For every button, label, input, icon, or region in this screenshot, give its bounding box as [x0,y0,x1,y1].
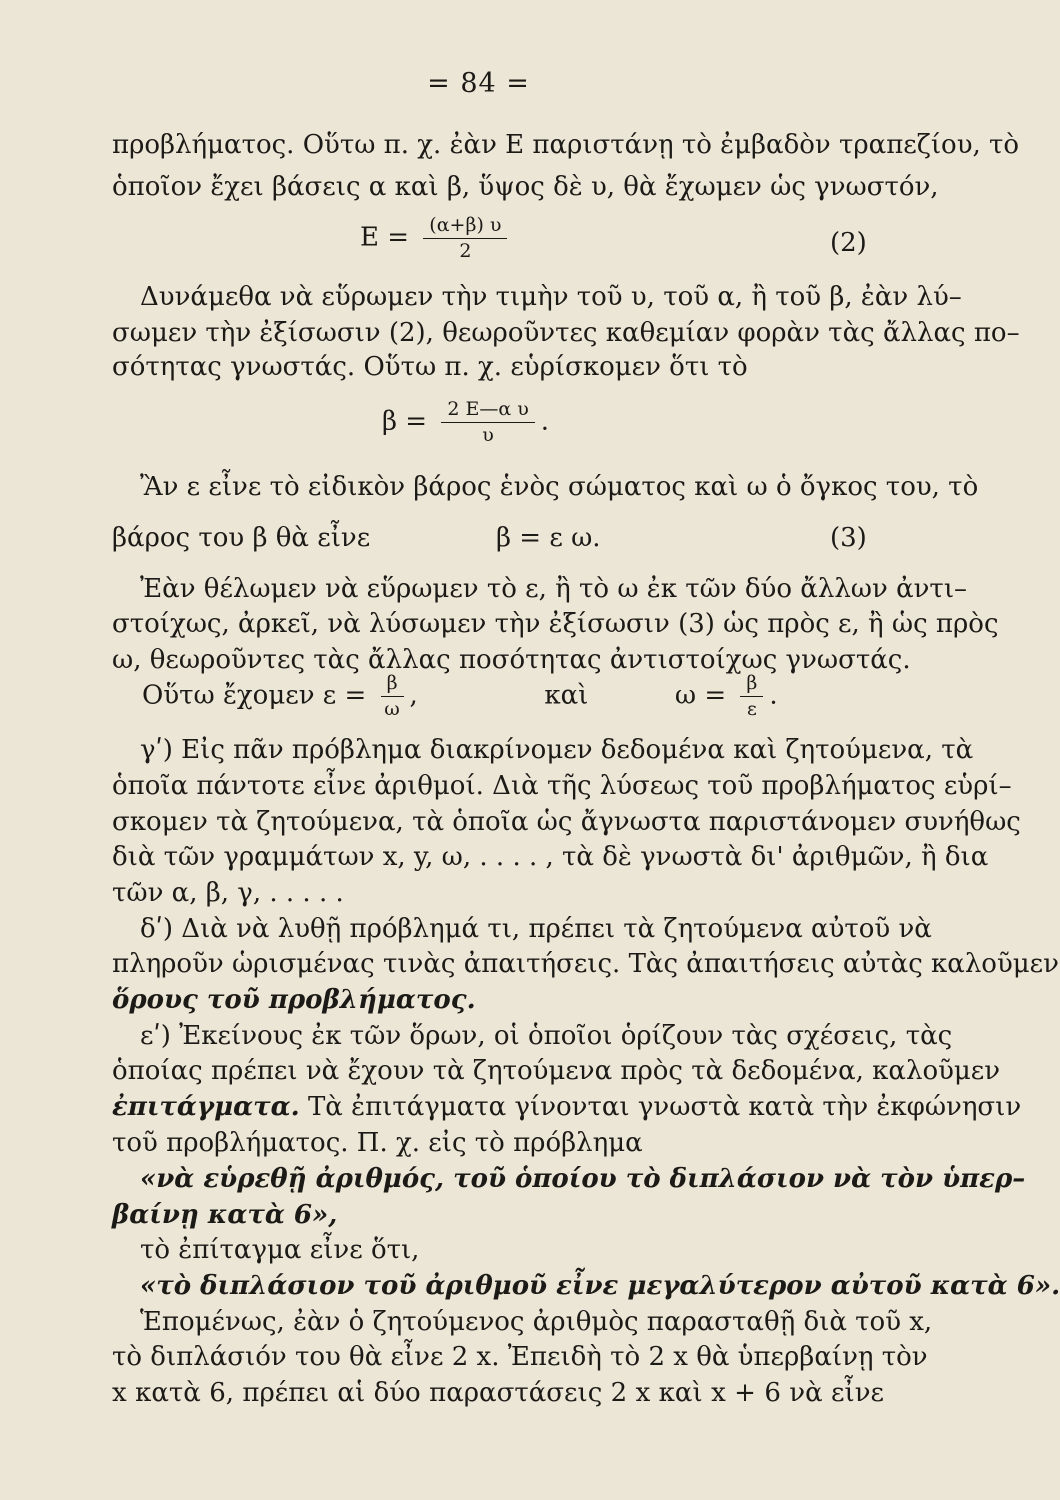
text-line: Ἐὰν θέλωμεν νὰ εὕρωμεν τὸ ε, ἢ τὸ ω ἐκ τῶν δύο ἄλλων ἀντι– [140,574,968,604]
text-fragment: Οὕτω ἔχομεν ε = [142,680,367,711]
fraction [381,672,404,721]
text-line: δʹ) Διὰ νὰ λυθῇ πρόβλημά τι, πρέπει τὰ ζητούμενα αὐτοῦ νὰ [140,914,932,944]
text-fragment: καὶ [544,680,589,711]
text-fragment: , [409,680,418,711]
formula-end: . [540,406,550,437]
formula-row [142,672,862,721]
text-line: ὁποῖον ἔχει βάσεις α καὶ β, ὕψος δὲ υ, θὰ ἔχωμεν ὡς γνωστόν, [112,172,939,202]
page-number: = 84 = [427,68,530,99]
text-line: τὸ διπλάσιόν του θὰ εἶνε 2 x. Ἐπειδὴ τὸ 2 x θὰ ὑπερβαίνῃ τὸν [112,1342,928,1372]
equation-3: β = ε ω. [496,523,601,553]
formula-end: . [769,680,778,711]
text-line: εʹ) Ἐκείνους ἐκ τῶν ὅρων, οἱ ὁποῖοι ὁρίζουν τὰς σχέσεις, τὰς [140,1021,953,1051]
text-line: σότητας γνωστάς. Οὕτω π. χ. εὑρίσκομεν ὅτι τὸ [112,352,748,382]
text-line: πληροῦν ὡρισμένας τινὰς ἀπαιτήσεις. Τὰς ἀπαιτήσεις αὐτὰς καλοῦμεν [112,949,1059,979]
denominator: ε [746,698,757,720]
quoted-problem: «νὰ εὑρεθῇ ἀριθμός, τοῦ ὁποίου τὸ διπλάσιον νὰ τὸν ὑπερ– [140,1164,1026,1194]
numerator: β [740,672,763,697]
fraction [740,672,763,721]
text-line: προβλήματος. Οὕτω π. χ. ἐὰν Ε παριστάνῃ τὸ ἐμβαδὸν τραπεζίου, τὸ [112,130,1020,160]
quoted-condition: «τὸ διπλάσιον τοῦ ἀριθμοῦ εἶνε μεγαλύτερον αὐτοῦ κατὰ 6». [140,1271,1060,1301]
text-line: γʹ) Εἰς πᾶν πρόβλημα διακρίνομεν δεδομένα καὶ ζητούμενα, τὰ [140,735,974,765]
text-line: Ἂν ε εἶνε τὸ εἰδικὸν βάρος ἑνὸς σώματος καὶ ω ὁ ὄγκος του, τὸ [140,472,979,502]
equation-number: (2) [830,228,867,258]
text-line: Δυνάμεθα νὰ εὕρωμεν τὴν τιμὴν τοῦ υ, τοῦ α, ἢ τοῦ β, ἐὰν λύ– [140,282,962,312]
denominator: υ [482,424,494,446]
text-line: σωμεν τὴν ἐξίσωσιν (2), θεωροῦντες καθεμίαν φορὰν τὰς ἄλλας πο– [112,318,1020,348]
text-line: x κατὰ 6, πρέπει αἱ δύο παραστάσεις 2 x καὶ x + 6 νὰ εἶνε [112,1378,884,1408]
text-fragment: ω = [674,680,727,711]
text-line: ω, θεωροῦντες τὰς ἄλλας ποσότητας ἀντιστοίχως γνωστάς. [112,645,911,675]
numerator: 2 Ε—α υ [441,398,534,423]
text-line-emphasis: ὅρους τοῦ προβλήματος. [112,985,476,1015]
formula-beta [382,398,549,447]
formula-area [360,214,513,263]
text-line [112,1090,1022,1124]
text-line: στοίχως, ἀρκεῖ, νὰ λύσωμεν τὴν ἐξίσωσιν (3) ὡς πρὸς ε, ἢ ὡς πρὸς [112,609,999,639]
term-epitagmata: ἐπιτάγματα. [112,1092,300,1122]
text-line: σκομεν τὰ ζητούμενα, τὰ ὁποῖα ὡς ἄγνωστα παριστάνομεν συνήθως [112,807,1021,837]
text-line: διὰ τῶν γραμμάτων x, y, ω, . . . . , τὰ δὲ γνωστὰ δι' ἀριθμῶν, ἢ δια [112,842,989,872]
text-line: τοῦ προβλήματος. Π. χ. εἰς τὸ πρόβλημα [112,1128,643,1158]
fraction [441,398,534,447]
formula-lhs: β = [382,406,428,437]
fraction [423,214,507,263]
numerator: (α+β) υ [423,214,507,239]
formula-lhs: Ε = [360,222,410,253]
text-line: ὁποῖα πάντοτε εἶνε ἀριθμοί. Διὰ τῆς λύσεως τοῦ προβλήματος εὑρί– [112,771,1012,801]
equation-number: (3) [830,523,867,553]
denominator: 2 [459,240,472,262]
quoted-problem: βαίνῃ κατὰ 6», [112,1200,338,1230]
denominator: ω [384,698,400,720]
text-line: τὸ ἐπίταγμα εἶνε ὅτι, [140,1235,420,1265]
text-fragment: βάρος του β θὰ εἶνε [112,523,371,553]
numerator: β [381,672,404,697]
text-line: Ἑπομένως, ἐὰν ὁ ζητούμενος ἀριθμὸς παρασταθῇ διὰ τοῦ x, [140,1307,933,1337]
text-line: τῶν α, β, γ, . . . . . [112,878,344,908]
text-fragment: Τὰ ἐπιτάγματα γίνονται γνωστὰ κατὰ τὴν ἐκφώνησιν [307,1092,1022,1122]
text-line: ὁποίας πρέπει νὰ ἔχουν τὰ ζητούμενα πρὸς τὰ δεδομένα, καλοῦμεν [112,1056,1001,1086]
